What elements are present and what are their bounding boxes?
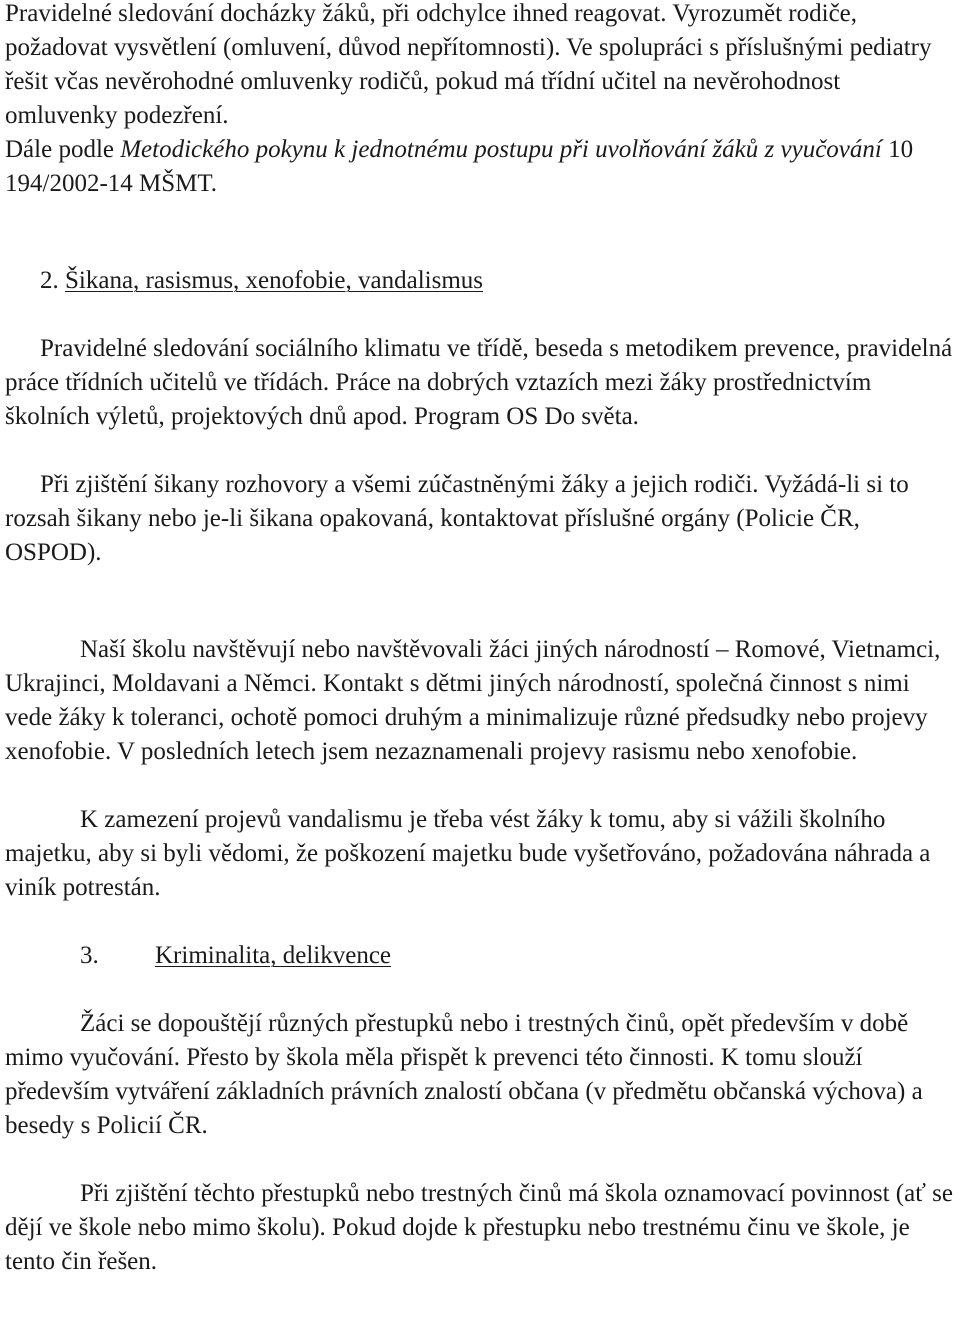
guideline-intro: Dále podle — [5, 136, 121, 163]
section-3-heading — [5, 939, 955, 973]
section-2-heading — [5, 264, 955, 298]
section-2-title: Šikana, rasismus, xenofobie, vandalismus — [65, 267, 483, 294]
guideline-reference: 10 194/2002-14 MŠMT. — [5, 136, 914, 197]
guideline-title: Metodického pokynu k jednotnému postupu při uvolňování žáků z vyučování — [120, 136, 882, 163]
paragraph-vandalism: K zamezení projevů vandalismu je třeba vést žáky k tomu, aby si vážili školního majetku, aby si byli vědomi, že poškození majetku bude vyšetřováno, požadována náhrada a viník potrestán. — [5, 806, 931, 901]
section-2-number: 2. — [40, 267, 59, 294]
paragraph-reporting-duty: Při zjištění těchto přestupků nebo trestných činů má škola oznamovací povinnost (ať se dějí ve škole nebo mimo školu). Pokud dojde k přestupku nebo trestnému činu ve škole, je tento čin řešen. — [5, 1180, 953, 1275]
section-3-number: 3. — [80, 942, 99, 969]
document-page — [5, 0, 955, 1279]
paragraph-social-climate: Pravidelné sledování sociálního klimatu ve třídě, beseda s metodikem prevence, pravidelná práce třídních učitelů ve třídách. Práce na dobrých vztazích mezi žáky prostřednictvím školních výletů, projektových dnů apod. Program OS Do světa. — [5, 335, 953, 430]
paragraph-bullying-response: Při zjištění šikany rozhovory a všemi zúčastněnými žáky a jejich rodiči. Vyžádá-li si to rozsah šikany nebo je-li šikana opakovaná, kontaktovat příslušné orgány (Policie ČR, OSPOD). — [5, 471, 909, 566]
paragraph-nationalities: Naší školu navštěvují nebo navštěvovali žáci jiných národností – Romové, Vietnamci, Ukrajinci, Moldavani a Němci. Kontakt s dětmi jiných národností, společná činnost s nimi vede žáky k toleranci, ochotě pomoci druhým a minimalizuje různé předsudky nebo projevy xenofobie. V posledních letech jsem nezaznamenali projevy rasismu nebo xenofobie. — [5, 636, 941, 765]
section-3-title: Kriminalita, delikvence — [155, 942, 392, 969]
paragraph-crime: Žáci se dopouštějí různých přestupků nebo i trestných činů, opět především v době mimo vyučování. Přesto by škola měla přispět k prevenci této činnosti. K tomu slouží především vytváření základních právních znalostí občana (v předmětu občanská výchova) a besedy s Policií ČR. — [5, 1010, 923, 1139]
paragraph-methodical-guideline — [5, 133, 955, 201]
paragraph-attendance: Pravidelné sledování docházky žáků, při odchylce ihned reagovat. Vyrozumět rodiče, požadovat vysvětlení (omluvení, důvod nepřítomnosti). Ve spolupráci s příslušnými pediatry řešit včas nevěrohodné omluvenky rodičů, pokud má třídní učitel na nevěrohodnost omluvenky podezření. — [5, 0, 932, 129]
